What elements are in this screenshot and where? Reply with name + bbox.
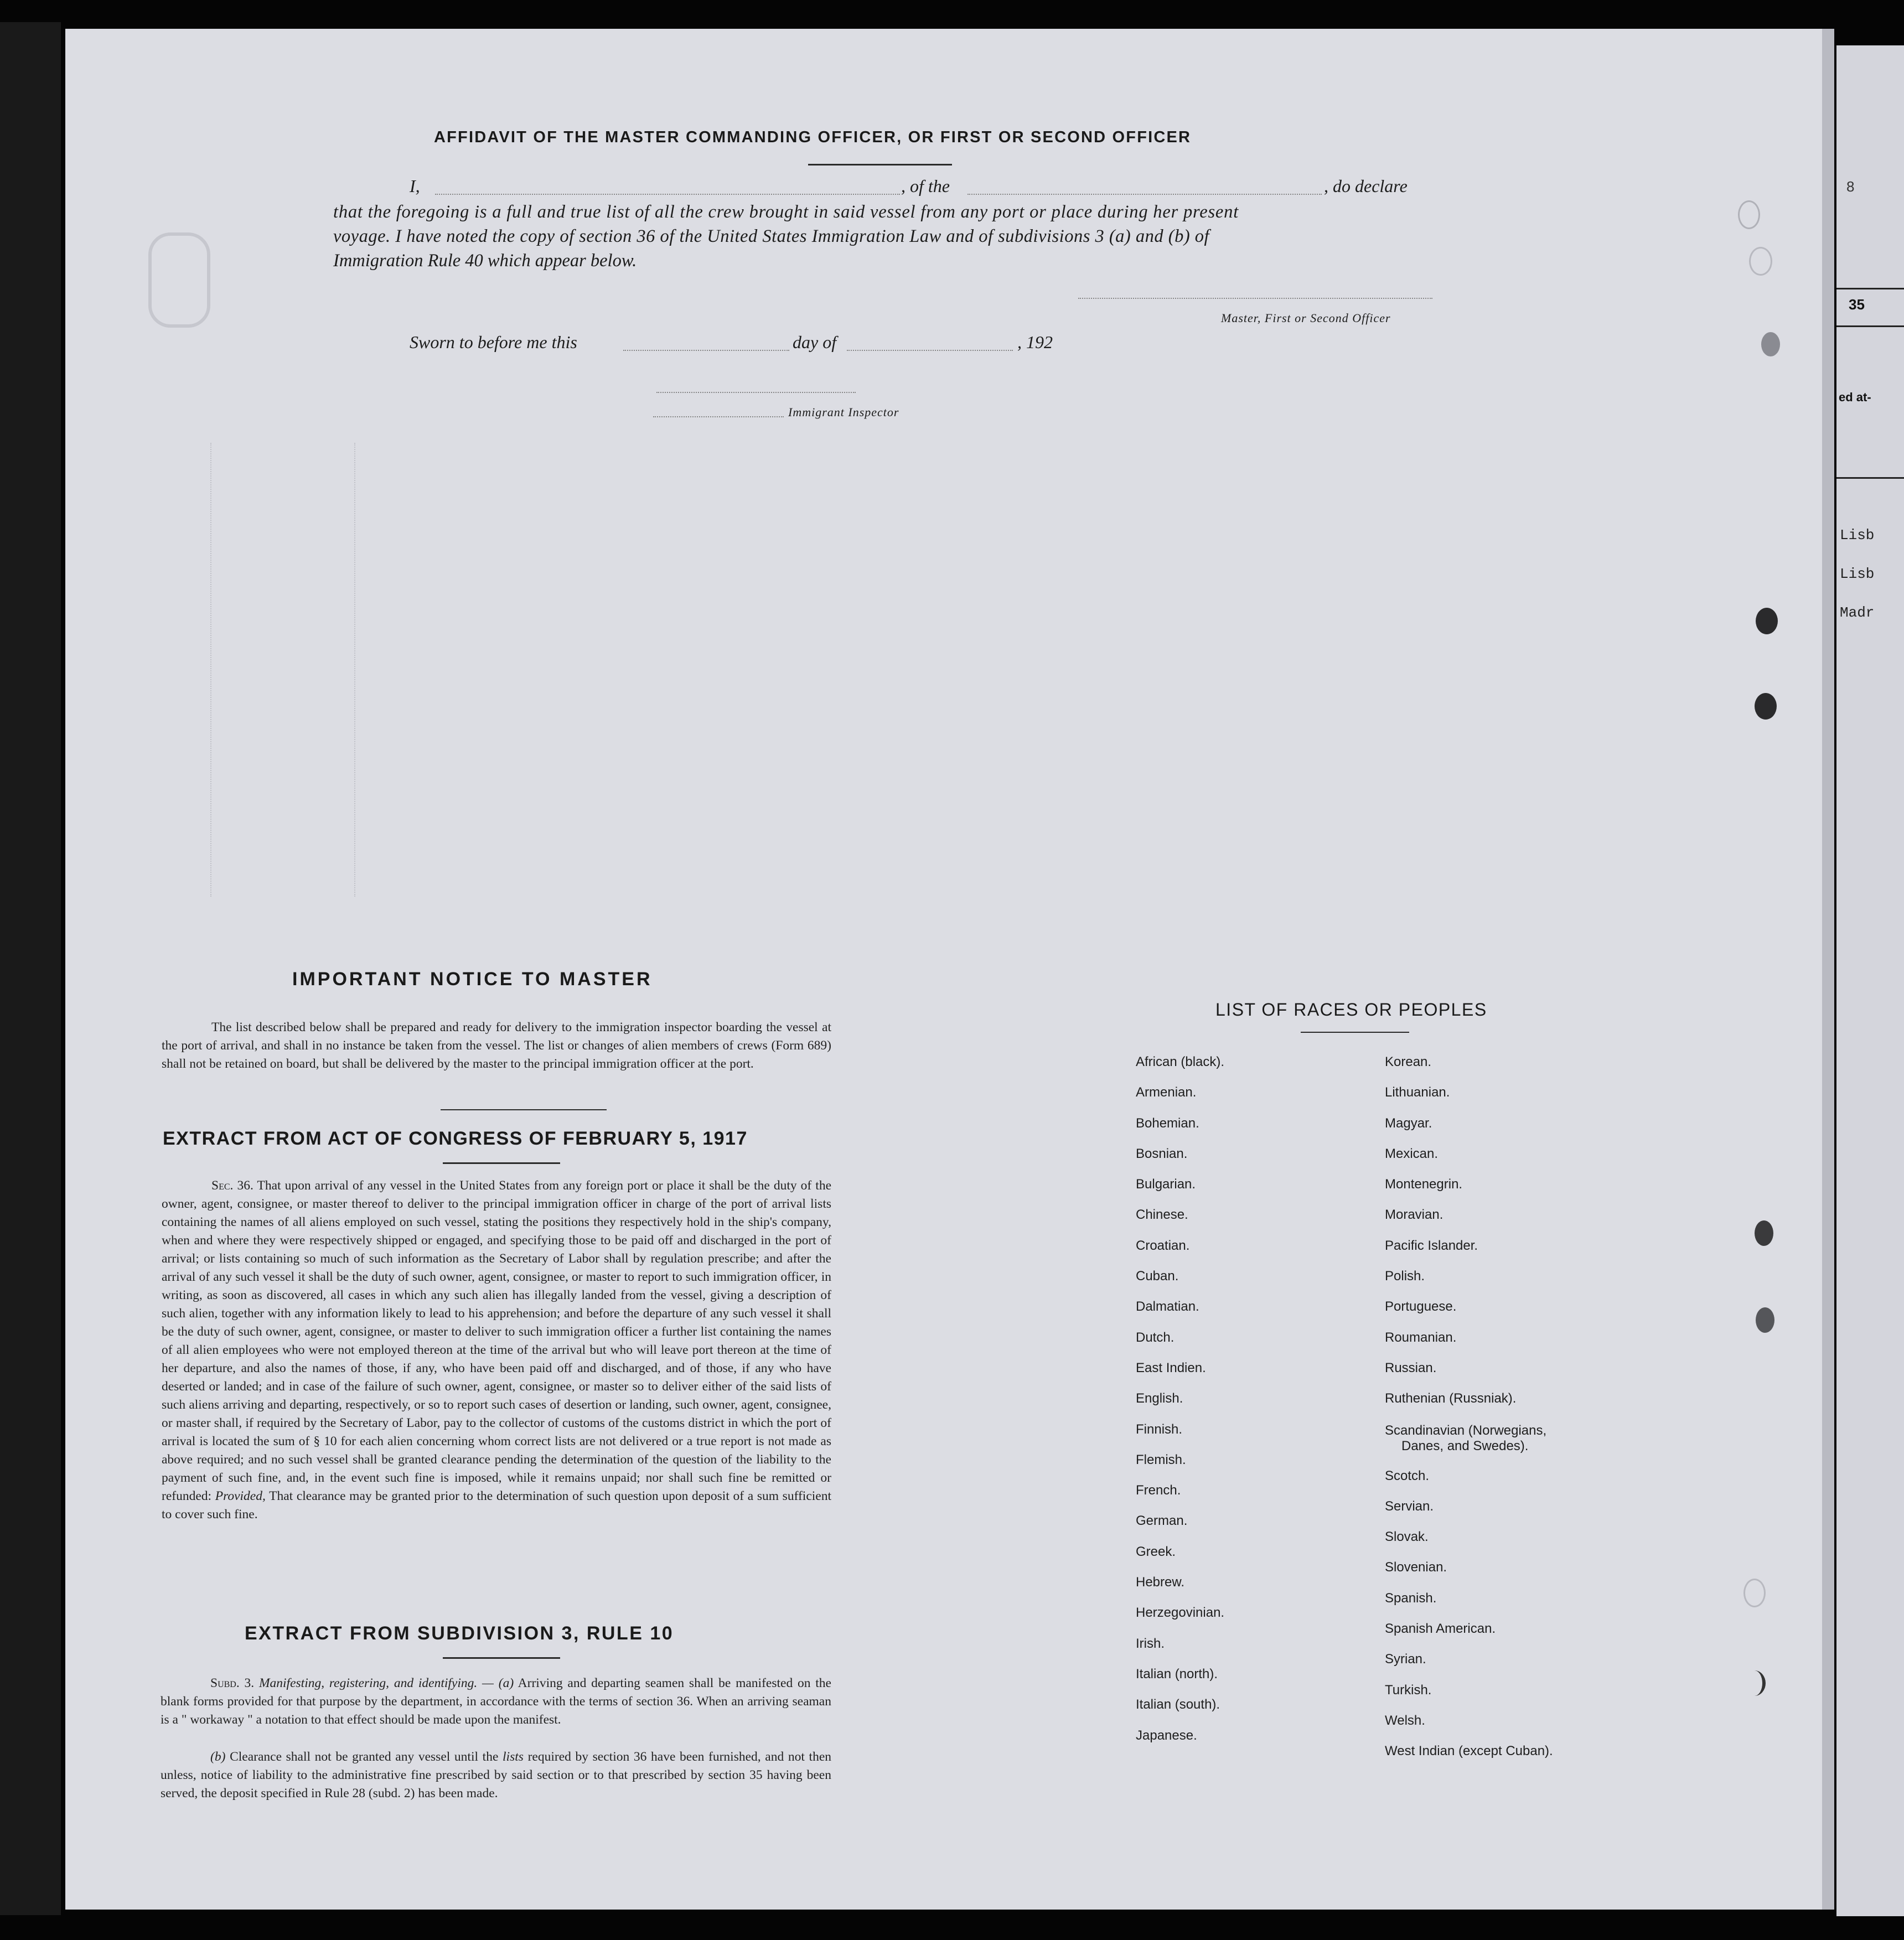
race-item: Greek. bbox=[1136, 1544, 1176, 1559]
race-item: Portuguese. bbox=[1385, 1299, 1457, 1315]
race-scandinavian-line1: Scandinavian (Norwegians, bbox=[1385, 1422, 1547, 1438]
race-item: French. bbox=[1136, 1483, 1181, 1498]
race-item: African (black). bbox=[1136, 1054, 1225, 1069]
declaration-of-the: , of the bbox=[901, 176, 950, 196]
punch-hole bbox=[1761, 332, 1780, 356]
race-item: Cuban. bbox=[1136, 1269, 1179, 1284]
signature-line bbox=[1078, 298, 1432, 299]
rule-title: EXTRACT FROM SUBDIVISION 3, RULE 10 bbox=[245, 1623, 674, 1644]
race-item: English. bbox=[1136, 1391, 1183, 1406]
bleed-through-mark bbox=[210, 443, 213, 897]
punch-hole bbox=[1756, 1307, 1774, 1333]
race-item: West Indian (except Cuban). bbox=[1385, 1744, 1553, 1759]
act-body-2: That clearance may be granted prior to the determination of such question upon deposit of a sum sufficient to cover such fine. bbox=[162, 1489, 832, 1522]
rule-b-label: (b) bbox=[210, 1750, 226, 1764]
act-section: Sec. 36. bbox=[211, 1178, 253, 1193]
act-text bbox=[162, 1177, 831, 1524]
race-item: Italian (south). bbox=[1136, 1697, 1220, 1713]
declaration-declare: , do declare bbox=[1324, 176, 1408, 196]
rule-lists-word: lists bbox=[503, 1750, 524, 1764]
race-item: Spanish. bbox=[1385, 1590, 1437, 1606]
race-item: Ruthenian (Russniak). bbox=[1385, 1391, 1517, 1406]
races-underline bbox=[1301, 1032, 1409, 1033]
race-item: Pacific Islander. bbox=[1385, 1238, 1478, 1253]
race-item: Bosnian. bbox=[1136, 1146, 1188, 1161]
race-item: Flemish. bbox=[1136, 1452, 1186, 1467]
punch-hole bbox=[1756, 608, 1778, 634]
rule-subd: Subd. 3. bbox=[210, 1676, 255, 1690]
margin-rule bbox=[1836, 325, 1904, 327]
margin-fragment: ed at- bbox=[1839, 390, 1871, 404]
race-item: Herzegovinian. bbox=[1136, 1605, 1225, 1621]
punch-hole bbox=[1755, 693, 1777, 720]
race-item: Italian (north). bbox=[1136, 1666, 1218, 1682]
margin-word: Lisb bbox=[1840, 566, 1875, 582]
notice-title: IMPORTANT NOTICE TO MASTER bbox=[292, 969, 653, 990]
race-item: Spanish American. bbox=[1385, 1621, 1496, 1637]
race-item-scandinavian bbox=[1385, 1422, 1553, 1468]
race-scandinavian-line2: Danes, and Swedes). bbox=[1401, 1438, 1529, 1453]
rule-body-b1: Clearance shall not be granted any vessel until the bbox=[230, 1750, 499, 1764]
race-item: East Indien. bbox=[1136, 1360, 1206, 1375]
race-item: Bulgarian. bbox=[1136, 1177, 1196, 1192]
race-item: Russian. bbox=[1385, 1360, 1437, 1375]
bleed-through-mark bbox=[354, 443, 356, 897]
race-item: German. bbox=[1136, 1513, 1188, 1529]
title-underline bbox=[808, 164, 952, 165]
race-item: Dutch. bbox=[1136, 1329, 1175, 1345]
race-item: Irish. bbox=[1136, 1636, 1165, 1651]
race-item: Servian. bbox=[1385, 1498, 1434, 1514]
race-item: Roumanian. bbox=[1385, 1329, 1457, 1345]
races-column-1 bbox=[1136, 1054, 1224, 1758]
race-item: Finnish. bbox=[1136, 1421, 1183, 1437]
race-item: Slovak. bbox=[1385, 1529, 1429, 1545]
race-item: Syrian. bbox=[1385, 1652, 1426, 1667]
race-item: Korean. bbox=[1385, 1054, 1432, 1069]
race-item: Chinese. bbox=[1136, 1207, 1188, 1223]
margin-word: Madr bbox=[1840, 604, 1875, 621]
race-item: Dalmatian. bbox=[1136, 1299, 1199, 1315]
race-item: Slovenian. bbox=[1385, 1560, 1447, 1575]
year-text: , 192 bbox=[1017, 332, 1053, 352]
race-item: Magyar. bbox=[1385, 1115, 1432, 1131]
signature-label: Master, First or Second Officer bbox=[1221, 311, 1391, 325]
margin-number-small: 8 bbox=[1846, 178, 1855, 195]
rule-underline bbox=[443, 1657, 560, 1659]
margin-rule bbox=[1836, 477, 1904, 479]
race-item: Moravian. bbox=[1385, 1207, 1443, 1223]
act-underline bbox=[443, 1162, 560, 1164]
notice-text: The list described below shall be prepared and ready for delivery to the immigration inspector boarding the vessel at the port of arrival, and shall in no instance be taken from the vessel. The list or changes of alien members of crews (Form 689) shall not be retained on board, but shall be delivered by the master to the principal immigration officer at the port. bbox=[162, 1020, 831, 1071]
races-title: LIST OF RACES OR PEOPLES bbox=[1215, 1000, 1487, 1020]
page-right-shadow bbox=[1822, 29, 1834, 1910]
inspector-line-2 bbox=[653, 416, 784, 418]
rule-body-a: Arriving and departing seamen shall be manifested on the blank forms provided for that purpose by the department, in accordance with the terms of section 36. When an arriving seaman is a " workaway " a notation to that effect should be made upon the manifest. bbox=[161, 1676, 831, 1727]
affidavit-title: AFFIDAVIT OF THE MASTER COMMANDING OFFICER, OR FIRST OR SECOND OFFICER bbox=[434, 128, 1192, 146]
day-of-text: day of bbox=[793, 332, 837, 352]
margin-word: Lisb bbox=[1840, 527, 1875, 544]
punch-hole bbox=[1743, 1579, 1766, 1607]
rule-text-a bbox=[161, 1674, 831, 1729]
punch-hole bbox=[1743, 1670, 1766, 1696]
rule-text-b bbox=[161, 1748, 831, 1803]
declaration-line: Immigration Rule 40 which appear below. bbox=[333, 251, 637, 271]
act-provided: Provided, bbox=[215, 1489, 266, 1503]
race-item: Welsh. bbox=[1385, 1713, 1425, 1728]
act-title: EXTRACT FROM ACT OF CONGRESS OF FEBRUARY 5, 1917 bbox=[163, 1128, 748, 1149]
race-item: Bohemian. bbox=[1136, 1115, 1199, 1131]
race-item: Polish. bbox=[1385, 1269, 1425, 1284]
left-binding-edge bbox=[0, 22, 61, 1915]
races-column-2 bbox=[1385, 1054, 1553, 1775]
race-item: Mexican. bbox=[1385, 1146, 1439, 1161]
declaration-line: that the foregoing is a full and true list of all the crew brought in said vessel from any port or place during her present bbox=[333, 202, 1239, 222]
inspector-label: Immigrant Inspector bbox=[788, 405, 899, 419]
rule-subd-title: Manifesting, registering, and identifying. — (a) bbox=[258, 1676, 514, 1690]
inspector-line bbox=[656, 392, 856, 394]
declaration-i: I, bbox=[410, 176, 420, 196]
race-item: Lithuanian. bbox=[1385, 1085, 1450, 1100]
rule-body-b2: required by section 36 have been furnished, and not then unless, notice of liability to the administrative fine prescribed by said section or to that prescribed by section 35 having been served, the deposit specified in Rule 28 (subd. 2) has been made. bbox=[161, 1750, 832, 1801]
name-blank bbox=[435, 194, 900, 195]
race-item: Armenian. bbox=[1136, 1085, 1197, 1100]
vessel-blank bbox=[967, 194, 1322, 195]
margin-number: 35 bbox=[1849, 296, 1865, 313]
punch-hole bbox=[1755, 1220, 1773, 1246]
punch-hole bbox=[1738, 200, 1760, 229]
day-blank bbox=[623, 350, 789, 351]
margin-rule bbox=[1836, 288, 1904, 289]
race-item: Scotch. bbox=[1385, 1468, 1430, 1483]
act-body: That upon arrival of any vessel in the United States from any foreign port or place it shall be the duty of the owner, agent, consignee, or master thereof to deliver to the principal immigration officer in charge of the port of arrival lists containing the names of all aliens employed on such vessel, stating the positions they respectively hold in the ship's company, when and where they were respectively shipped or engaged, and specifying those to be paid off and discharged in the port of arrival; or lists containing so much of such information as the Secretary of Labor shall by regulation prescribe; and after the arrival of any such vessel it shall be the duty of such owner, agent, consignee, or master to report to such immigration officer, in writing, as soon as discovered, all cases in which any such alien has illegally landed from the vessel, giving a description of such alien, together with any information likely to lead to his apprehension; and before the departure of any such vessel it shall be the duty of such owner, agent, consignee, or master to deliver to such immigration officer a further list containing the names of all alien employees who were not employed thereon at the time of the arrival but who will leave port thereon at the time of her departure, and also the names of those, if any, who have been paid off and discharged, and of those, if any who have deserted or landed; and in case of the failure of such owner, agent, consignee, or master so to deliver either of the said lists of such aliens arriving and departing, respectively, or so to report such cases of desertion or landing, such owner, agent, consignee, or master shall, if required by the Secretary of Labor, pay to the collector of customs of the customs district in which the port of arrival is located the sum of § 10 for each alien concerning whom correct lists are not delivered or a true report is not made as above required; and no such vessel shall be granted clearance pending the determination of the question of the liability to the payment of such fine, and, in the event such fine is imposed, while it remains unpaid; nor shall such fine be remitted or refunded: bbox=[162, 1178, 832, 1503]
sworn-text: Sworn to before me this bbox=[410, 332, 577, 352]
race-item: Japanese. bbox=[1136, 1727, 1197, 1743]
race-item: Montenegrin. bbox=[1385, 1177, 1463, 1192]
notice-divider bbox=[441, 1109, 607, 1110]
declaration-line: voyage. I have noted the copy of section 36 of the United States Immigration Law and of subdivisions 3 (a) and (b) of bbox=[333, 226, 1210, 246]
race-item: Croatian. bbox=[1136, 1238, 1190, 1253]
race-item: Turkish. bbox=[1385, 1682, 1432, 1698]
month-blank bbox=[847, 350, 1013, 351]
race-item: Hebrew. bbox=[1136, 1575, 1185, 1590]
bleed-through-seal bbox=[148, 232, 210, 328]
punch-hole bbox=[1749, 247, 1772, 276]
